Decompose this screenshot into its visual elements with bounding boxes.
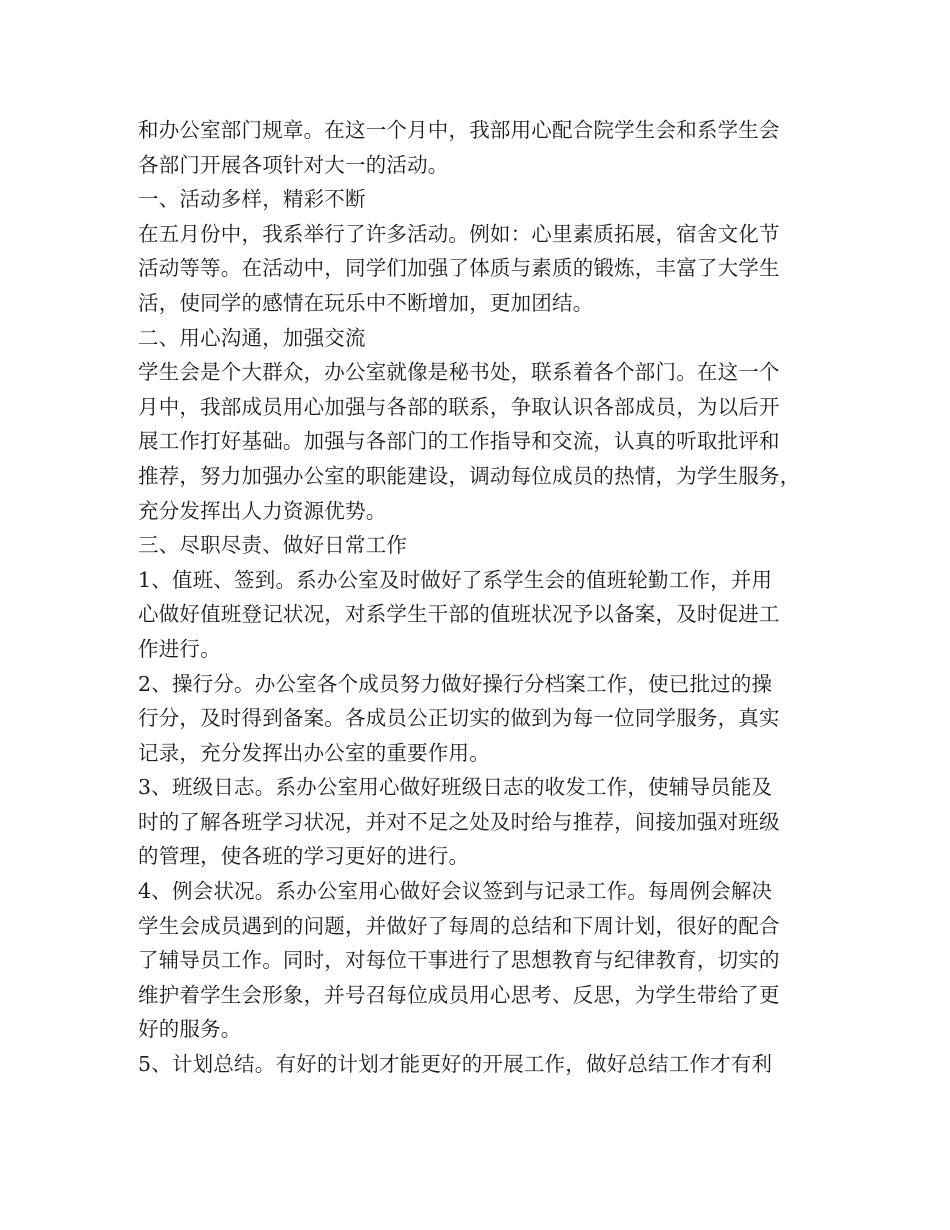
text-line: 月中，我部成员用心加强与各部的联系，争取认识各部成员，为以后开 [138,394,780,419]
text-line: 了辅导员工作。同时，对每位干事进行了思想教育与纪律教育，切实的 [138,948,780,973]
text-line: 时的了解各班学习状况，并对不足之处及时给与推荐，间接加强对班级 [138,809,780,834]
text-line: 1、值班、签到。系办公室及时做好了系学生会的值班轮勤工作，并用 [138,567,773,592]
text-line: 4、例会状况。系办公室用心做好会议签到与记录工作。每周例会解决 [138,879,773,904]
section-heading: 一、活动多样，精彩不断 [138,187,366,212]
text-line: 记录，充分发挥出办公室的重要作用。 [138,740,490,765]
section-heading: 二、用心沟通，加强交流 [138,325,366,350]
text-line: 3、班级日志。系办公室用心做好班级日志的收发工作，使辅导员能及 [138,775,773,800]
text-line: 和办公室部门规章。在这一个月中，我部用心配合院学生会和系学生会 [138,118,780,142]
text-line: 学生会成员遇到的问题，并做好了每周的总结和下周计划，很好的配合 [138,913,780,938]
text-line: 的管理，使各班的学习更好的进行。 [138,844,470,869]
text-line: 推荐，努力加强办公室的职能建设，调动每位成员的热情，为学生服务， [138,463,801,488]
text-line: 作进行。 [138,636,221,661]
text-line: 展工作打好基础。加强与各部门的工作指导和交流，认真的听取批评和 [138,429,780,454]
text-line: 维护着学生会形象，并号召每位成员用心思考、反思，为学生带给了更 [138,982,780,1007]
text-line: 2、操行分。办公室各个成员努力做好操行分档案工作，使已批过的操 [138,671,773,696]
text-line: 各部门开展各项针对大一的活动。 [138,152,449,177]
text-line: 活，使同学的感情在玩乐中不断增加，更加团结。 [138,290,594,315]
document-body [138,113,828,1082]
section-heading: 三、尽职尽责、做好日常工作 [138,533,408,558]
text-line: 活动等等。在活动中，同学们加强了体质与素质的锻炼，丰富了大学生 [138,256,780,281]
text-line: 5、计划总结。有好的计划才能更好的开展工作，做好总结工作才有利 [138,1052,773,1077]
text-line: 充分发挥出人力资源优势。 [138,498,387,523]
text-line: 心做好值班登记状况，对系学生干部的值班状况予以备案，及时促进工 [138,602,780,627]
text-line: 好的服务。 [138,1017,242,1042]
text-line: 在五月份中，我系举行了许多活动。例如：心里素质拓展，宿舍文化节 [138,221,780,246]
text-line: 学生会是个大群众，办公室就像是秘书处，联系着各个部门。在这一个 [138,360,780,385]
text-line: 行分，及时得到备案。各成员公正切实的做到为每一位同学服务，真实 [138,706,780,731]
